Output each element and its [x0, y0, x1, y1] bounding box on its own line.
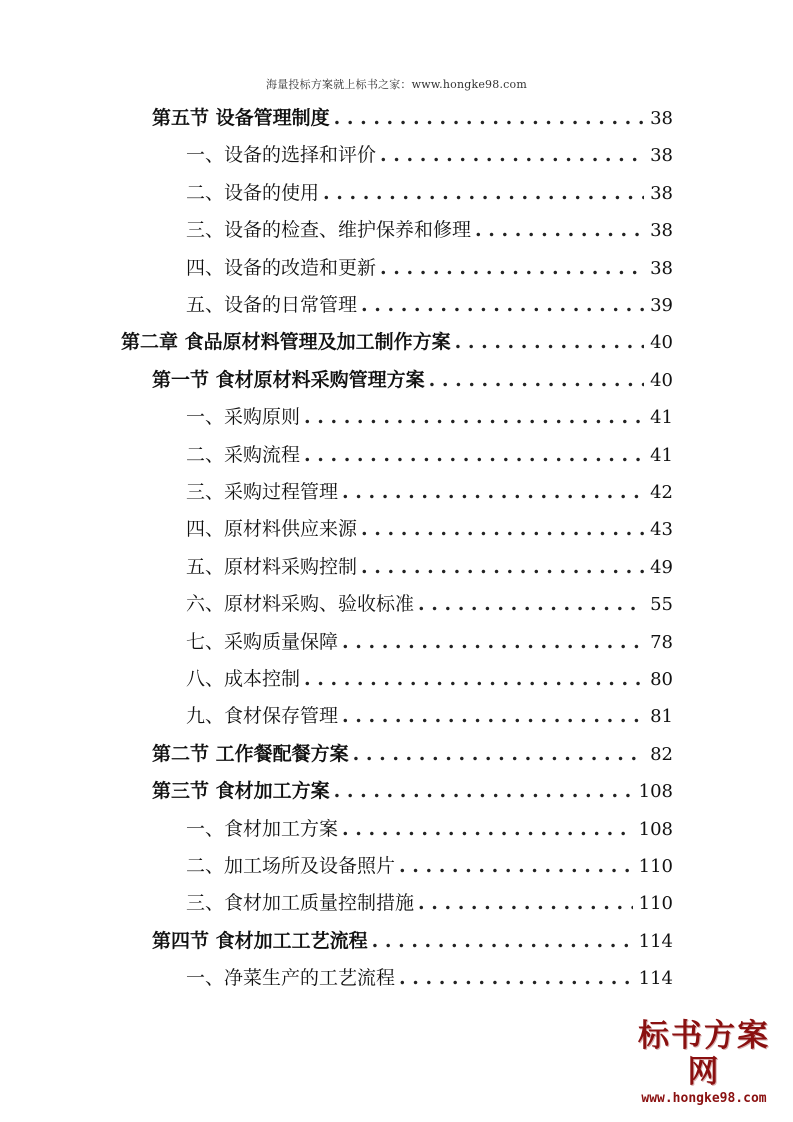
toc-leader-dots: [361, 287, 644, 324]
toc-entry-item[interactable]: [186, 624, 673, 661]
toc-page-number: 38: [650, 220, 673, 242]
toc-entry-item[interactable]: [186, 811, 673, 848]
toc-leader-dots: [455, 324, 644, 361]
toc-entry-title: 八、成本控制: [186, 668, 301, 690]
toc-page-number: 38: [650, 108, 673, 129]
toc-page-number: 38: [650, 182, 673, 204]
page-header: 海量投标方案就上标书之家：www.hongke98.com: [266, 78, 527, 91]
toc-leader-dots: [334, 100, 644, 137]
toc-entry-title: 第二章 食品原材料管理及加工制作方案: [121, 331, 451, 354]
toc-leader-dots: [342, 624, 644, 661]
toc-page-number: 40: [650, 369, 673, 391]
watermark-url: www.hongke98.com: [641, 1091, 767, 1106]
toc-leader-dots: [372, 923, 633, 960]
toc-leader-dots: [304, 661, 644, 698]
toc-entry-title: 二、采购流程: [186, 443, 301, 466]
toc-entry-item[interactable]: [186, 175, 673, 212]
toc-entry-title: 一、净菜生产的工艺流程: [186, 967, 396, 990]
toc-page-number: 114: [638, 930, 673, 952]
toc-leader-dots: [361, 549, 644, 586]
toc-page-number: 41: [650, 444, 673, 466]
toc-entry-item[interactable]: [186, 885, 673, 922]
toc-page-number: 114: [638, 968, 673, 990]
watermark-logo: [629, 1018, 779, 1108]
toc-entry-title: 二、加工场所及设备照片: [186, 855, 396, 877]
toc-entry-title: 三、设备的检查、维护保养和修理: [186, 219, 472, 242]
toc-page-number: 110: [638, 893, 673, 915]
toc-page-number: 80: [650, 669, 673, 690]
toc-leader-dots: [361, 511, 644, 548]
toc-page-number: 49: [650, 556, 673, 578]
toc-page-number: 38: [650, 257, 673, 279]
toc-entry-title: 三、食材加工质量控制措施: [186, 892, 415, 915]
toc-entry-title: 九、食材保存管理: [186, 705, 339, 728]
toc-leader-dots: [342, 811, 633, 848]
toc-entry-title: 一、采购原则: [186, 406, 301, 429]
toc-entry-item[interactable]: [186, 661, 673, 698]
toc-entry-item[interactable]: [186, 137, 673, 174]
toc-entry-section[interactable]: [152, 736, 673, 773]
toc-entry-title: 第四节 食材加工工艺流程: [152, 929, 368, 952]
toc-entry-title: 第五节 设备管理制度: [152, 107, 330, 129]
toc-entry-item[interactable]: [186, 212, 673, 249]
toc-entry-item[interactable]: [186, 250, 673, 287]
toc-page-number: 81: [650, 706, 673, 728]
toc-page-number: 43: [650, 519, 673, 541]
toc-page-number: 39: [650, 295, 673, 316]
toc-entry-title: 六、原材料采购、验收标准: [186, 593, 415, 616]
toc-leader-dots: [342, 474, 644, 511]
toc-entry-item[interactable]: [186, 437, 673, 474]
toc-leader-dots: [323, 175, 644, 212]
toc-leader-dots: [334, 773, 633, 810]
toc-entry-section[interactable]: [152, 773, 673, 810]
toc-entry-item[interactable]: [186, 511, 673, 548]
toc-page-number: 108: [638, 818, 673, 840]
toc-leader-dots: [304, 399, 644, 436]
toc-leader-dots: [475, 212, 644, 249]
toc-page-number: 55: [650, 594, 673, 616]
toc-entry-chapter[interactable]: [121, 324, 673, 361]
toc-page-number: 38: [650, 145, 673, 167]
toc-entry-title: 五、设备的日常管理: [186, 294, 358, 316]
toc-entry-title: 一、设备的选择和评价: [186, 144, 377, 167]
toc-entry-section[interactable]: [152, 362, 673, 399]
toc-entry-item[interactable]: [186, 474, 673, 511]
toc-entry-title: 四、设备的改造和更新: [186, 256, 377, 279]
toc-entry-title: 第三节 食材加工方案: [152, 780, 330, 803]
toc-entry-item[interactable]: [186, 698, 673, 735]
toc-entry-title: 七、采购质量保障: [186, 630, 339, 653]
toc-page-number: 108: [638, 781, 673, 803]
watermark-title: 标书方案网: [638, 1018, 770, 1090]
toc-leader-dots: [380, 250, 644, 287]
toc-leader-dots: [399, 848, 633, 885]
toc-entry-title: 第一节 食材原材料采购管理方案: [152, 368, 425, 391]
toc-page-number: 110: [638, 856, 673, 877]
toc-entry-title: 三、采购过程管理: [186, 481, 339, 503]
toc-entry-item[interactable]: [186, 848, 673, 885]
toc-page-number: 40: [650, 332, 673, 354]
toc-page-number: 42: [650, 482, 673, 503]
toc-leader-dots: [342, 698, 644, 735]
toc-entry-title: 五、原材料采购控制: [186, 555, 358, 578]
toc-entry-section[interactable]: [152, 100, 673, 137]
toc-entry-title: 二、设备的使用: [186, 181, 320, 204]
toc-page-number: 78: [650, 631, 673, 653]
toc-leader-dots: [429, 362, 644, 399]
toc-leader-dots: [353, 736, 644, 773]
toc-entry-item[interactable]: [186, 586, 673, 623]
toc-entry-title: 一、食材加工方案: [186, 817, 339, 840]
toc-entry-item[interactable]: [186, 287, 673, 324]
toc-leader-dots: [380, 137, 644, 174]
toc-leader-dots: [418, 885, 633, 922]
toc-leader-dots: [399, 960, 633, 997]
toc-entry-item[interactable]: [186, 549, 673, 586]
toc-leader-dots: [418, 586, 644, 623]
toc-entry-item[interactable]: [186, 960, 673, 997]
toc-entry-section[interactable]: [152, 923, 673, 960]
toc-page-number: 82: [650, 743, 673, 765]
toc-entry-title: 第二节 工作餐配餐方案: [152, 742, 349, 765]
toc-entry-title: 四、原材料供应来源: [186, 518, 358, 541]
toc-leader-dots: [304, 437, 644, 474]
toc-page-number: 41: [650, 407, 673, 429]
toc-entry-item[interactable]: [186, 399, 673, 436]
